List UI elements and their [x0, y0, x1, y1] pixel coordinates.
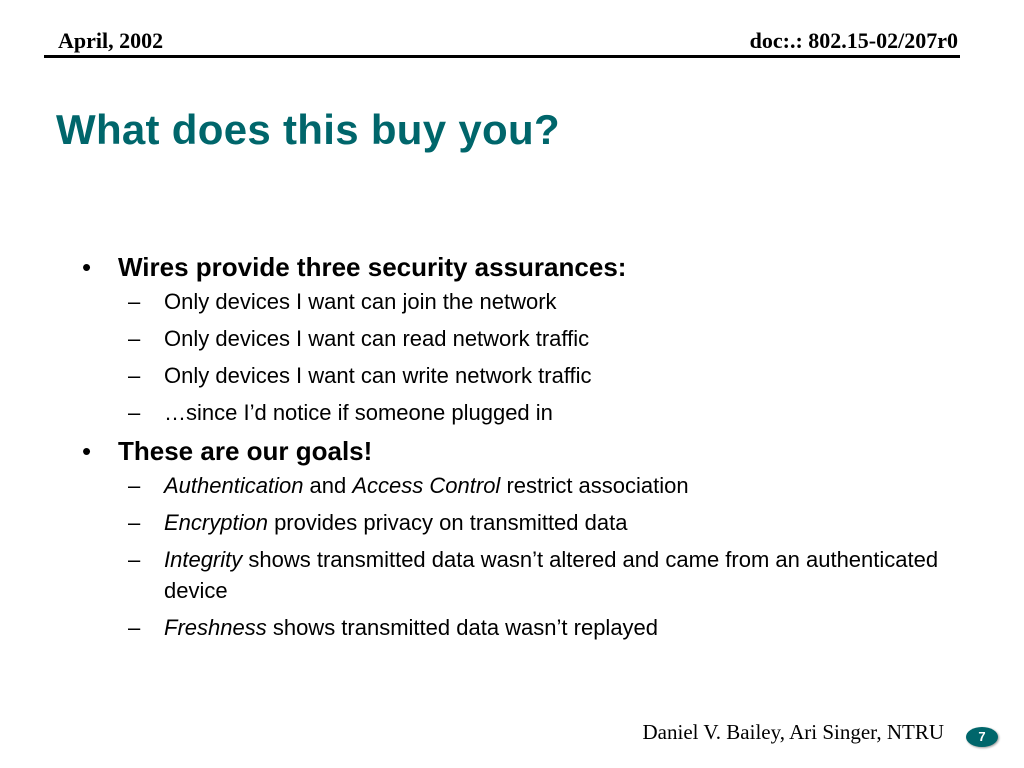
header-divider — [44, 55, 960, 58]
bullet-mark: • — [82, 436, 92, 466]
sub-bullet-item — [82, 507, 962, 538]
dash-mark: – — [128, 547, 141, 572]
term-access-control: Access Control — [352, 473, 501, 498]
term-encryption: Encryption — [164, 510, 268, 535]
bullet-text: These are our goals! — [118, 436, 373, 466]
sub-bullet-item — [82, 360, 962, 391]
header-doc-id: doc:.: 802.15-02/207r0 — [749, 28, 958, 53]
sub-bullet-item — [82, 470, 962, 501]
bullet-mark: • — [82, 252, 92, 282]
sub-bullet-text: Only devices I want can read network traffic — [164, 326, 590, 351]
sub-bullet-item — [82, 286, 962, 317]
sub-bullet-text: …since I’d notice if someone plugged in — [164, 400, 553, 425]
bullet-text: Wires provide three security assurances: — [118, 252, 627, 282]
sub-bullet-text: Only devices I want can join the network — [164, 289, 557, 314]
dash-mark: – — [128, 400, 141, 425]
sub-bullet-item — [82, 544, 962, 606]
slide-title: What does this buy you? — [56, 106, 560, 153]
term-integrity: Integrity — [164, 547, 243, 572]
footer-authors: Daniel V. Bailey, Ari Singer, NTRU — [642, 720, 944, 744]
sub-bullet-text: restrict association — [500, 473, 689, 498]
bullet-item — [82, 434, 962, 468]
dash-mark: – — [128, 510, 141, 535]
bullet-item — [82, 250, 962, 284]
sub-bullet-text: and — [303, 473, 353, 498]
slide-body — [82, 246, 962, 649]
dash-mark: – — [128, 473, 141, 498]
header-date: April, 2002 — [58, 28, 164, 53]
dash-mark: – — [128, 326, 141, 351]
sub-bullet-item — [82, 612, 962, 643]
sub-bullet-list — [82, 470, 962, 643]
sub-bullet-text: shows transmitted data wasn’t altered and came from an authenticated device — [164, 547, 939, 603]
dash-mark: – — [128, 363, 141, 388]
sub-bullet-text: Only devices I want can write network traffic — [164, 363, 592, 388]
sub-bullet-text: provides privacy on transmitted data — [267, 510, 628, 535]
dash-mark: – — [128, 289, 141, 314]
sub-bullet-text: shows transmitted data wasn’t replayed — [266, 615, 659, 640]
dash-mark: – — [128, 615, 141, 640]
term-authentication: Authentication — [164, 473, 304, 498]
sub-bullet-list — [82, 286, 962, 428]
term-freshness: Freshness — [164, 615, 267, 640]
sub-bullet-item — [82, 397, 962, 428]
page-number-badge: 7 — [966, 727, 998, 747]
sub-bullet-item — [82, 323, 962, 354]
